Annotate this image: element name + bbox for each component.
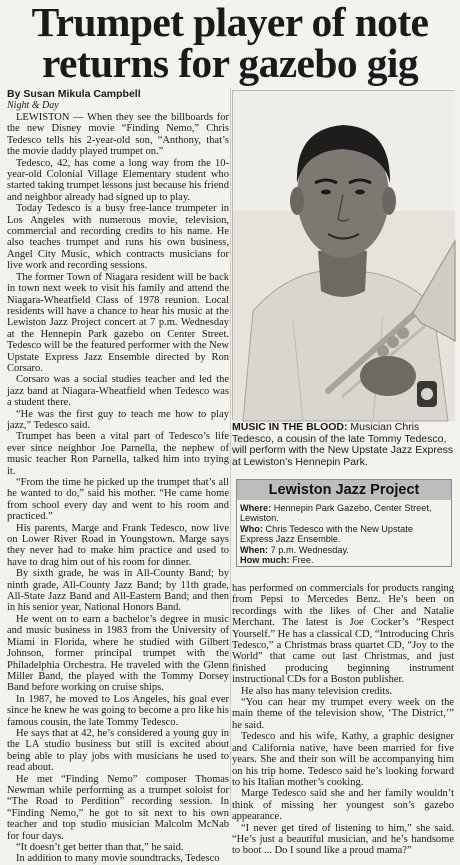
article-column-1 bbox=[7, 112, 230, 865]
paragraph: “I never get tired of listening to him,” she said. “He’s just a beautiful musician, and he’s handsome to boot ... Do I sound like a proud mama?” bbox=[232, 822, 454, 857]
paragraph: Marge Tedesco said she and her family wouldn’t think of missing her youngest son’s gazebo appearance. bbox=[232, 788, 454, 823]
article-column-2 bbox=[232, 583, 454, 857]
paragraph: His parents, Marge and Frank Tedesco, now live on Lower River Road in Youngstown. Marge says they never had to make him practice and used to have to drag him out of his room for dinner. bbox=[7, 522, 229, 568]
info-box-details bbox=[237, 500, 451, 565]
column-divider bbox=[230, 88, 231, 814]
paragraph: He also has many television credits. bbox=[241, 685, 393, 697]
paragraph: Tedesco, 42, has come a long way from the 10-year-old Colonial Village Elementary student who started taking trumpet lessons just because his friend and neighbor already had signed up to play. bbox=[7, 157, 229, 203]
paragraph: “From the time he picked up the trumpet that’s all he wanted to do,” said his mother. “He came home from school every day and went to his room and practiced.” bbox=[7, 477, 229, 523]
paragraph: “He was the first guy to teach me how to play jazz,” Tedesco said. bbox=[7, 408, 229, 431]
paragraph: He says that at 42, he’s considered a young guy in the LA studio business but still is excited about being able to play jobs with musicians he used to read about. bbox=[7, 727, 229, 774]
paragraph: Today Tedesco is a busy free-lance trumpeter in Los Angeles with numerous movie, television, commercial and recording credits to his name. He also teaches trumpet and runs his own business, Angel City Music, which contracts musicians for live work and recording sessions. bbox=[7, 203, 229, 272]
headline-line-2: returns for gazebo gig bbox=[41, 40, 418, 86]
who-label: Who: bbox=[240, 523, 263, 534]
cost-value: Free. bbox=[289, 555, 314, 566]
paragraph: has performed on commercials for products ranging from Pepsi to Mercedes Benz. He’s been on recordings with the likes of Cher and Natalie Merchant. The latest is Joe Cocker’s “Respect Yourself.” He has a classical CD, “Introducing Chris Tedesco,” a Christmas brass quartet CD, “Joy to the World” that came out last Christmas, and just finished producing beginning instrument instructional CDs for a Boston publisher. bbox=[232, 583, 454, 686]
paragraph: He went on to earn a bachelor’s degree in music and music business in 1983 from the University of Miami in Florida, where he studied with Gilbert Johnson, former principal trumpet with the Philadelphia Orchestra. He traveled with the Glenn Miller Band, the played with the Tommy Dorsey Band before working on cruise ships. bbox=[7, 613, 229, 694]
caption-text: Musician Chris Tedesco, a cousin of the late Tommy Tedesco, will perform with the New Upstate Jazz Express at Lewiston’s Hennepin Park. bbox=[232, 421, 454, 468]
cost-label: How much: bbox=[240, 555, 290, 566]
info-who bbox=[240, 524, 448, 545]
event-info-box bbox=[236, 479, 452, 567]
headline-line-1: Trumpet player of note bbox=[31, 0, 429, 45]
paragraph: “You can hear my trumpet every week on the main theme of the television show, ‘The District,’” he said. bbox=[232, 697, 454, 731]
where-value: Hennepin Park Gazebo, Center Street, Lewiston. bbox=[240, 503, 432, 524]
info-when bbox=[240, 545, 448, 555]
byline: By Susan Mikula Campbell bbox=[7, 88, 141, 100]
paragraph: LEWISTON — When they see the billboards for the new Disney movie “Finding Nemo,” Chris Tedesco tells his 2-year-old son, “Anthony, that’s the movie daddy played trumpet on.” bbox=[7, 112, 229, 158]
when-value: 7 p.m. Wednesday. bbox=[268, 544, 349, 555]
photo-caption bbox=[232, 422, 454, 468]
headline bbox=[0, 2, 460, 84]
paragraph: Corsaro was a social studies teacher and led the jazz band at Niagara-Wheatfield when Tedesco was a student there. bbox=[7, 374, 229, 409]
paragraph: “It doesn’t get better than that,” he said. bbox=[16, 842, 184, 853]
photo-illustration bbox=[233, 91, 455, 421]
paragraph: By sixth grade, he was in All-County Band; by ninth grade, All-County Jazz Band; by 11th grade, All-State Jazz Band and All-Eastern Band; and then in his senior year, National Honors Band. bbox=[7, 568, 229, 614]
section-label: Night & Day bbox=[7, 100, 59, 111]
when-label: When: bbox=[240, 544, 269, 555]
paragraph: He met “Finding Nemo” composer Thomas Newman while performing as a trumpet soloist for “The Road to Perdition” recording session. In “Finding Nemo,” he got to sit next to his own teacher and top studio musician Malcolm McNab for four days. bbox=[7, 773, 229, 842]
paragraph: The former Town of Niagara resident will be back in town next week to visit his family and attend the Niagara-Wheatfield Class of 1978 reunion. Local residents will have a chance to hear his music at the Lewiston Jazz Project concert at 7 p.m. Wednesday at the Hennepin Park gazebo on Center Street. Tedesco will be the featured performer with the New Upstate Express Jazz Ensemble directed by Ron Corsaro. bbox=[7, 271, 230, 374]
info-box-title: Lewiston Jazz Project bbox=[237, 480, 451, 500]
paragraph: In 1987, he moved to Los Angeles, his goal ever since he knew he was going to become a pro like his famous cousin, the late Tommy Tedesco. bbox=[7, 693, 229, 728]
info-where bbox=[240, 503, 448, 524]
paragraph: Trumpet has been a vital part of Tedesco’s life ever since neighbor Joe Parnella, the nephew of music teacher Ron Parnella, talked him into trying it. bbox=[7, 431, 229, 477]
info-cost bbox=[240, 555, 448, 565]
trumpet-player-photo bbox=[232, 90, 454, 420]
paragraph: Tedesco and his wife, Kathy, a graphic designer and California native, have been married for five years. She and their son will be accompanying him on his trip home. Tedesco said he’s looking forward to his Italian mother’s cooking. bbox=[232, 731, 454, 788]
paragraph: In addition to many movie soundtracks, Tedesco bbox=[16, 853, 220, 865]
where-label: Where: bbox=[240, 503, 272, 513]
caption-lead: MUSIC IN THE BLOOD: bbox=[232, 421, 348, 433]
who-value: Chris Tedesco with the New Upstate Express Jazz Ensemble. bbox=[240, 523, 413, 545]
